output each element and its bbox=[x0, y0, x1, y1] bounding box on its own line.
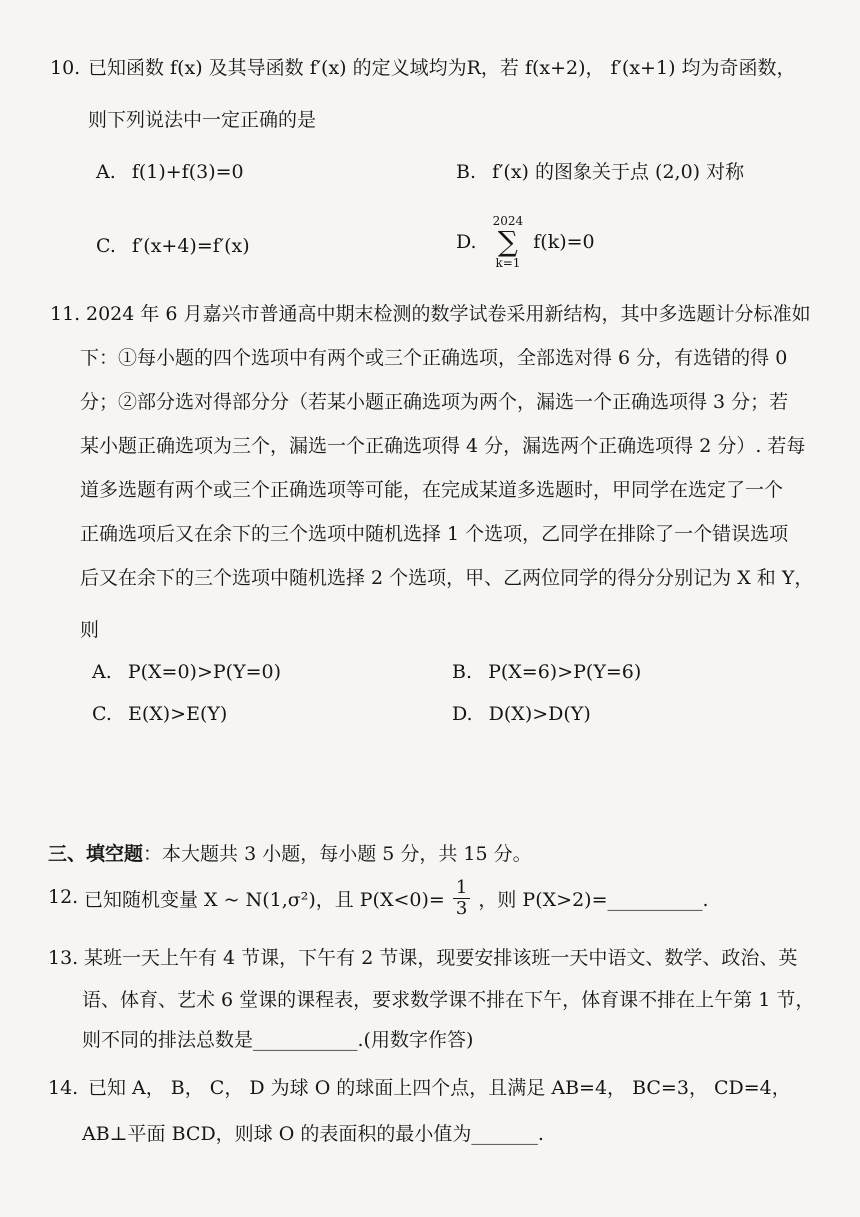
question-number: 12. bbox=[48, 886, 79, 908]
option-c: C. E(X)>E(Y) bbox=[92, 703, 228, 725]
question-stem: 正确选项后又在余下的三个选项中随机选择 1 个选项，乙同学在排除了一个错误选项 bbox=[80, 523, 789, 545]
question-stem: 某班一天上午有 4 节课，下午有 2 节课，现要安排该班一天中语文、数学、政治、英 bbox=[84, 947, 798, 969]
question-stem: 则下列说法中一定正确的是 bbox=[88, 109, 317, 131]
option-b: B. f′(x) 的图象关于点 (2,0) 对称 bbox=[456, 161, 745, 183]
option-d: D. D(X)>D(Y) bbox=[452, 703, 591, 725]
question-stem: 已知 A， B， C， D 为球 O 的球面上四个点，且满足 AB=4， BC=3， CD=4， bbox=[88, 1077, 791, 1099]
question-number: 10. bbox=[50, 57, 81, 79]
question-stem: 则不同的排法总数是___________.(用数字作答) bbox=[82, 1029, 474, 1051]
option-b: B. P(X=6)>P(Y=6) bbox=[452, 661, 642, 683]
summation: 2024 ∑ k=1 bbox=[492, 214, 524, 270]
question-stem: AB⊥平面 BCD，则球 O 的表面积的最小值为_______. bbox=[82, 1123, 544, 1145]
question-stem: 已知函数 f(x) 及其导函数 f′(x) 的定义域均为R，若 f(x+2)， f′(x+1) 均为奇函数， bbox=[88, 57, 796, 79]
question-stem: 某小题正确选项为三个，漏选一个正确选项得 4 分，漏选两个正确选项得 2 分）. 若每 bbox=[80, 435, 806, 457]
question-stem: 后又在余下的三个选项中随机选择 2 个选项，甲、乙两位同学的得分分别记为 X 和 Y， bbox=[80, 567, 814, 589]
option-a: A. P(X=0)>P(Y=0) bbox=[92, 661, 282, 683]
question-12: 12. 已知随机变量 X ~ N(1,σ²)，且 P(X<0)= $\frac{1}{3}$ ，则 P(X>2)=__________. bbox=[48, 877, 709, 919]
option-c: C. f′(x+4)=f′(x) bbox=[96, 235, 250, 257]
question-stem: 语、体育、艺术 6 堂课的课程表，要求数学课不排在下午，体育课不排在上午第 1 节， bbox=[82, 989, 815, 1011]
exam-page: 10. 已知函数 f(x) 及其导函数 f′(x) 的定义域均为R，若 f(x+2)， f′(x+1) 均为奇函数， 则下列说法中一定正确的是 A. f(1)+f(3)=0 B. f′(x) 的图象关于点 (2,0) 对称 C. f′(x+4)=f′(x) D. 2024 ∑ k=1 f(k)=0 11. 2024 年 6 月嘉兴市普通高中期末检测的数学试卷采用新结构，其中多选题计分标准如 下：①每小题的四个选项中有两个或三个正确选项，全部选对得 6 分，有选错的得 0 分；②部分选对得部分分（若某小题正确选项为两个，漏选一个正确选项得 3 分；若 某小题正确选项为三个，漏选一个正确选项得 4 分，漏选两个正确选项得 2 分）. 若每 道多选题有两个或三个正确选项等可能，在完成某道多选题时，甲同学在选定了一个 正确选项后又在余下的三个选项中随机选择 1 个选项，乙同学在排除了一个错误选项 后又在余下的三个选项中随机选择 2 个选项，甲、乙两位同学的得分分别记为 X 和 Y， 则 A. P(X=0)>P(Y=0) B. P(X=6)>P(Y=6) C. E(X)>E(Y) D. D(X)>D(Y) 三、填空题：本大题共 3 小题，每小题 5 分，共 15 分。 12. 已知随机变量 X ~ N(1,σ²)，且 P(X<0)= $\frac{1}{3}$ ，则 P(X>2)=__________. 13. 某班一天上午有 4 节课，下午有 2 节课，现要安排该班一天中语文、数学、政治、英 语、体育、艺术 6 堂课的课程表，要求数学课不排在下午，体育课不排在上午第 1 节， 则不同的排法总数是___________.(用数字作答) 14. 已知 A， B， C， D 为球 O 的球面上四个点，且满足 AB=4， BC=3， CD=4， AB⊥平面 BCD，则球 O 的表面积的最小值为_______. bbox=[0, 0, 860, 1217]
option-d: D. 2024 ∑ k=1 f(k)=0 bbox=[456, 214, 595, 270]
question-number: 14. bbox=[48, 1077, 79, 1099]
question-stem: 下：①每小题的四个选项中有两个或三个正确选项，全部选对得 6 分，有选错的得 0 bbox=[80, 347, 788, 369]
question-number: 11. bbox=[50, 303, 81, 325]
question-number: 13. bbox=[48, 947, 79, 969]
question-stem: 道多选题有两个或三个正确选项等可能，在完成某道多选题时，甲同学在选定了一个 bbox=[80, 479, 784, 501]
question-stem: 分；②部分选对得部分分（若某小题正确选项为两个，漏选一个正确选项得 3 分；若 bbox=[80, 391, 789, 413]
fraction: $\frac{1}{3}$ bbox=[453, 878, 470, 919]
question-stem: 2024 年 6 月嘉兴市普通高中期末检测的数学试卷采用新结构，其中多选题计分标准如 bbox=[86, 303, 811, 325]
question-stem: 则 bbox=[80, 619, 100, 641]
option-a: A. f(1)+f(3)=0 bbox=[96, 161, 244, 183]
